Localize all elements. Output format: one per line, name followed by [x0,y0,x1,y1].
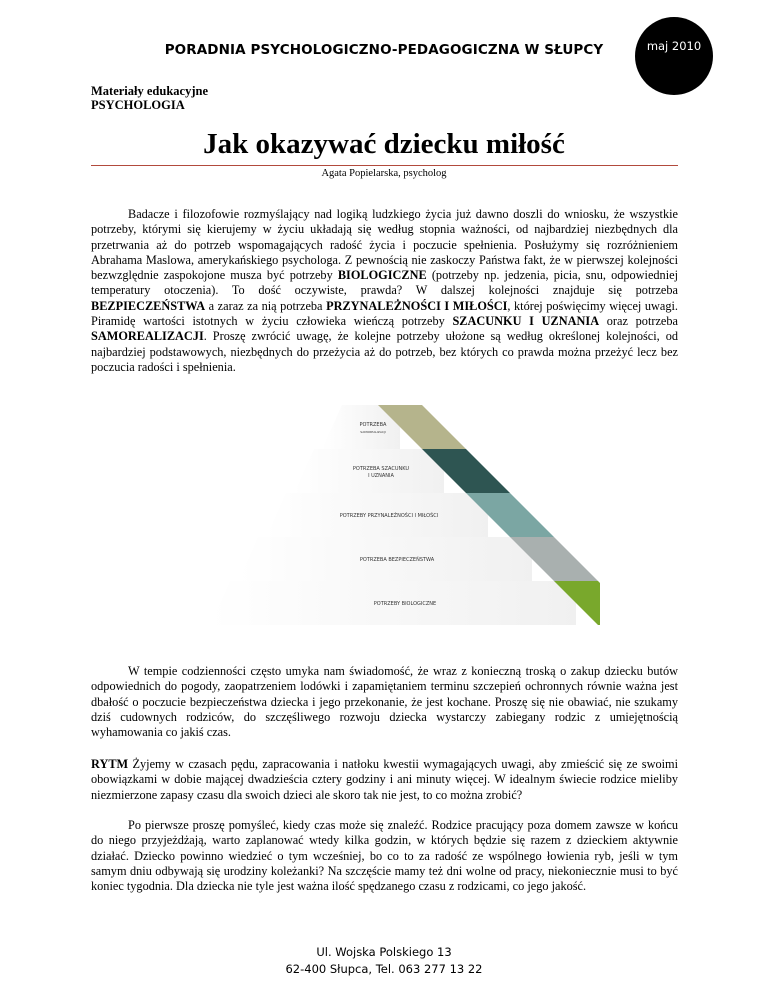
pyramid-level-sublabel: SAMOREALIZACJI [360,430,386,434]
material-line-1: Materiały edukacyjne [91,84,208,98]
footer-contact: 62-400 Słupca, Tel. 063 277 13 22 [285,962,483,976]
pyramid-level-label: POTRZEBY PRZYNALEŻNOŚCI I MIŁOŚCI [339,513,439,519]
paragraph-time: Po pierwsze proszę pomyśleć, kiedy czas może się znaleźć. Rodzice pracujący poza domem zawsze w końcu do niego przyjeżdżają, warto zaplanować wtedy kilka godzin, w których będzie się razem z dzieckiem aktywnie działać. Dziecko powinno wiedzieć o tym wcześniej, bo co to za radość ze wspólnego łowienia ryb, jeśli w tym samym dniu odbywają się urodziny koleżanki? Na szczęście mamy też dni wolne od pracy, niekoniecznie musi to być koniec tygodnia. Dla dziecka nie tyle jest ważna ilość spędzanego czasu z rodzicami, co jego jakość. [91,818,678,894]
intro-bold-przynaleznosci: PRZYNALEŻNOŚCI I MIŁOŚCI [326,298,508,313]
material-info [91,84,208,112]
pyramid-level-sublabel: I UZNANIA [368,473,394,479]
intro-text-5: oraz potrzeba [599,314,678,329]
intro-bold-biologiczne: BIOLOGICZNE [337,268,427,283]
paragraph-rytm [91,757,678,803]
document-title: Jak okazywać dziecku miłość [203,128,565,160]
intro-text-4: , której poświęcimy więcej uwagi. Piramidę wartości istotnych w życiu człowieka wieńczą potrzeby [91,298,678,329]
intro-bold-bezpieczenstwa: BEZPIECZEŃSTWA [91,298,206,313]
pyramid-level-label: POTRZEBA SZACUNKU [352,466,410,472]
pyramid-level-label: POTRZEBY BIOLOGICZNE [373,601,437,607]
rytm-heading: RYTM [91,757,129,771]
footer-address: Ul. Wojska Polskiego 13 [316,945,452,959]
title-divider [91,165,678,166]
page-header [0,0,768,80]
date-badge [635,17,713,95]
pyramid-level-label: POTRZEBA BEZPIECZEŃSTWA [359,557,435,563]
paragraph-everyday: W tempie codzienności często umyka nam świadomość, że wraz z konieczną troską o zakup dziecku butów odpowiednich do pogody, zaopatrzeniem lodówki i zapamiętaniem terminu szczepień ochronnych równie ważna jest dbałość o poczucie bezpieczeństwa dziecka i jego przekonanie, że jest kochane. Proszę się nie obawiać, nie szukamy dziś cudownych rodziców, do szczęśliwego rozwoju dziecka wystarczy zabiegany rodzic z umiejętnością wyhamowania co jakiś czas. [91,664,678,740]
rytm-text: Żyjemy w czasach pędu, zapracowania i natłoku kwestii wymagających uwagi, aby zmieścić się ze swoimi obowiązkami w dobie mającej dwadzieścia cztery godziny i ani minuty więcej. W idealnym świecie rodzice mieliby niezmierzone zapasy czasu dla swoich dzieci ale skoro tak nie jest, to co można zrobić? [91,757,678,802]
date-badge-label: maj 2010 [646,39,702,53]
material-line-2: PSYCHOLOGIA [91,98,185,112]
author-line: Agata Popielarska, psycholog [321,168,447,179]
intro-text-6: . Proszę zwrócić uwagę, że kolejne potrzeby ułożone są według określonej kolejności, od najbardziej podstawowych, niezbędnych do przeżycia aż do potrzeb, bez których co prawda można przeżyć lecz bez poczucia radości i spełnienia. [91,329,678,374]
pyramid-level-label: POTRZEBA [359,422,387,428]
intro-text-3: a zaraz za nią potrzeba [205,298,327,313]
intro-bold-samorealizacji: SAMOREALIZACJI [91,329,204,344]
page-footer [0,944,768,978]
maslow-pyramid [200,393,600,653]
intro-text-2: (potrzeby np. jedzenia, picia, snu, odpowiedniej temperatury otoczenia). To dość oczywiste, prawda? W dalszej kolejności znajduje się potrzeba [91,268,679,298]
paragraph-intro [91,207,678,375]
header-title: PORADNIA PSYCHOLOGICZNO-PEDAGOGICZNA W SŁUPCY [164,42,604,58]
intro-bold-szacunku: SZACUNKU I UZNANIA [452,314,600,329]
intro-text-1: Badacze i filozofowie rozmyślający nad logiką ludzkiego życia już dawno doszli do wniosku, że wszystkie potrzeby, którymi się kierujemy w życiu układają się według stopnia ważności, od najbardziej niezbędnych dla przetrwania aż do potrzeb wspomagających radość życia i poczucie spełnienia. Posłużymy się rozróżnieniem Abrahama Maslowa, amerykańskiego psychologa. Z pewnością nie zaskoczy Państwa fakt, że w pierwszej kolejności bezwzględnie zaspokojone musza być potrzeby [91,207,678,283]
